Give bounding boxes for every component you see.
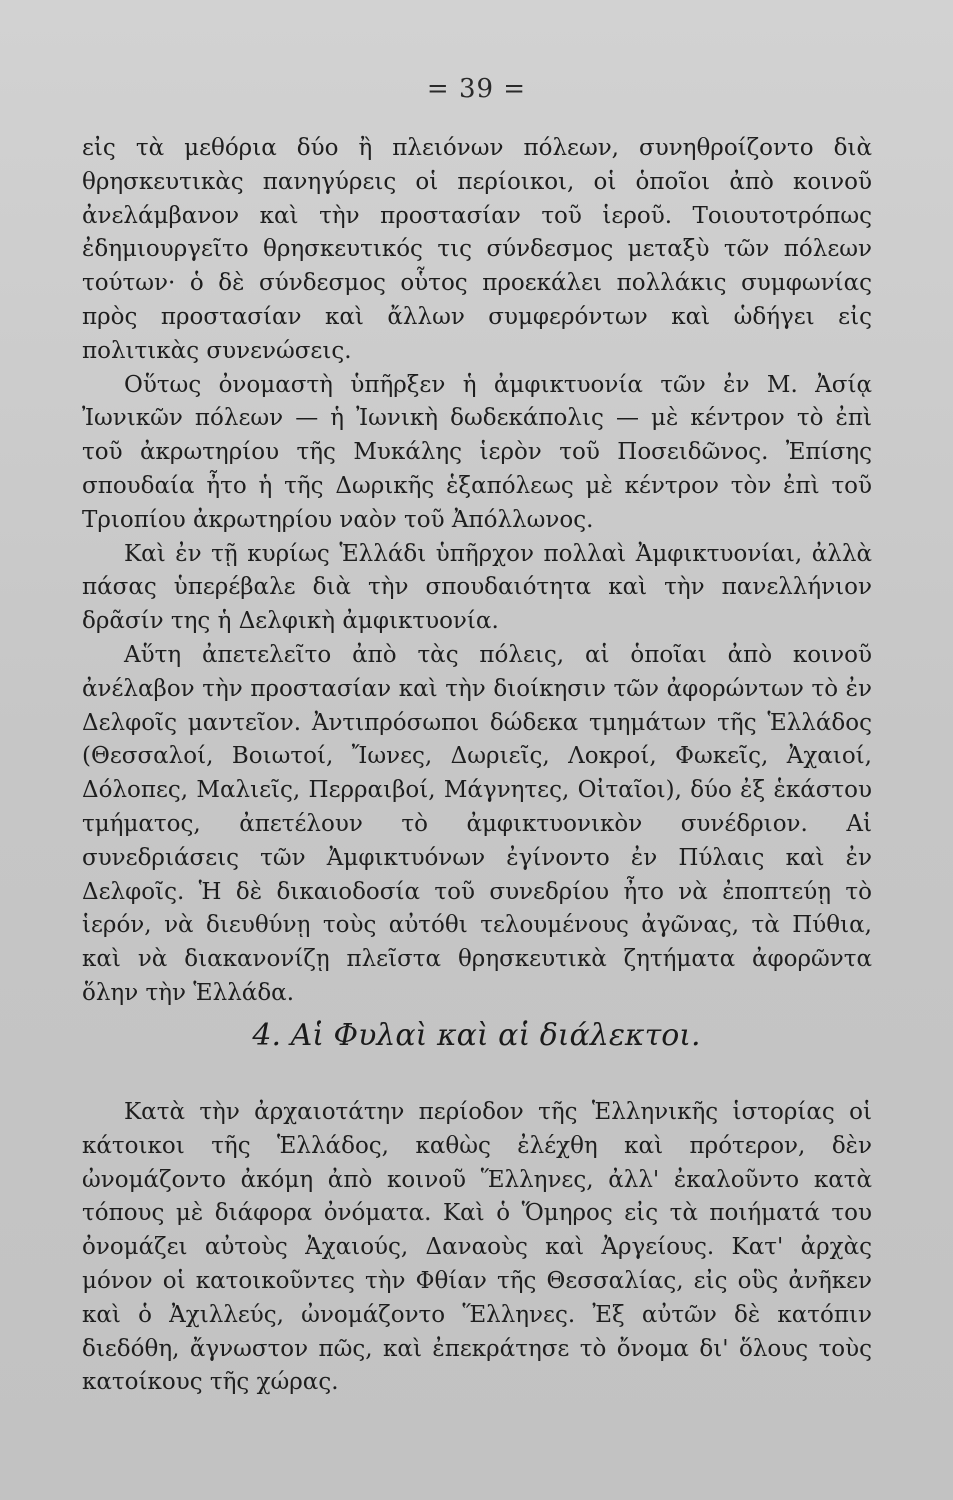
text-block-top (82, 132, 872, 1011)
paragraph: εἰς τὰ μεθόρια δύο ἢ πλειόνων πόλεων, συνηθροίζοντο διὰ θρησκευτικὰς πανηγύρεις οἱ περίοικοι, οἱ ὁποῖοι ἀπὸ κοινοῦ ἀνελάμβανον καὶ τὴν προστασίαν τοῦ ἱεροῦ. Τοιουτοτρόπως ἐδημιουργεῖτο θρησκευτικός τις σύνδεσμος μεταξὺ τῶν πόλεων τούτων· ὁ δὲ σύνδεσμος οὗτος προεκάλει πολλάκις συμφωνίας πρὸς προστασίαν καὶ ἄλλων συμφερόντων καὶ ὡδήγει εἰς πολιτικὰς συνενώσεις. (82, 135, 872, 364)
paragraph: Κατὰ τὴν ἀρχαιοτάτην περίοδον τῆς Ἑλληνικῆς ἱστορίας οἱ κάτοικοι τῆς Ἑλλάδος, καθὼς ἐλέχθη καὶ πρότερον, δὲν ὠνομάζοντο ἀκόμη ἀπὸ κοινοῦ Ἕλληνες, ἀλλ' ἐκαλοῦντο κατὰ τόπους μὲ διάφορα ὀνόματα. Καὶ ὁ Ὅμηρος εἰς τὰ ποιήματά του ὀνομάζει αὐτοὺς Ἀχαιούς, Δαναοὺς καὶ Ἀργείους. Κατ' ἀρχὰς μόνον οἱ κατοικοῦντες τὴν Φθίαν τῆς Θεσσαλίας, εἰς οὓς ἀνῆκεν καὶ ὁ Ἀχιλλεύς, ὠνομάζοντο Ἕλληνες. Ἐξ αὐτῶν δὲ κατόπιν διεδόθη, ἄγνωστον πῶς, καὶ ἐπεκράτησε τὸ ὄνομα δι' ὅλους τοὺς κατοίκους τῆς χώρας. (82, 1099, 872, 1396)
page-number: = 39 = (426, 74, 527, 104)
paragraph: Οὕτως ὀνομαστὴ ὑπῆρξεν ἡ ἀμφικτυονία τῶν ἐν Μ. Ἀσίᾳ Ἰωνικῶν πόλεων — ἡ Ἰωνικὴ δωδεκάπολις — μὲ κέντρον τὸ ἐπὶ τοῦ ἀκρωτηρίου τῆς Μυκάλης ἱερὸν τοῦ Ποσειδῶνος. Ἐπίσης σπουδαία ἦτο ἡ τῆς Δωρικῆς ἑξαπόλεως μὲ κέντρον τὸν ἐπὶ τοῦ Τριοπίου ἀκρωτηρίου ναὸν τοῦ Ἀπόλλωνος. (82, 371, 872, 533)
paragraph: Καὶ ἐν τῇ κυρίως Ἑλλάδι ὑπῆρχον πολλαὶ Ἀμφικτυονίαι, ἀλλὰ πάσας ὑπερέβαλε διὰ τὴν σπουδαιότητα καὶ τὴν πανελλήνιον δρᾶσίν της ἡ Δελφικὴ ἀμφικτυονία. (82, 540, 872, 635)
text-block-bottom (82, 1096, 872, 1400)
section-heading: 4. Αἱ Φυλαὶ καὶ αἱ διάλεκτοι. (252, 1018, 701, 1053)
paragraph: Αὕτη ἀπετελεῖτο ἀπὸ τὰς πόλεις, αἱ ὁποῖαι ἀπὸ κοινοῦ ἀνέλαβον τὴν προστασίαν καὶ τὴν διοίκησιν τῶν ἀφορώντων τὸ ἐν Δελφοῖς μαντεῖον. Ἀντιπρόσωποι δώδεκα τμημάτων τῆς Ἑλλάδος (Θεσσαλοί, Βοιωτοί, Ἴωνες, Δωριεῖς, Λοκροί, Φωκεῖς, Ἀχαιοί, Δόλοπες, Μαλιεῖς, Περραιβοί, Μάγνητες, Οἰταῖοι), δύο ἐξ ἑκάστου τμήματος, ἀπετέλουν τὸ ἀμφικτυονικὸν συνέδριον. Αἱ συνεδριάσεις τῶν Ἀμφικτυόνων ἐγίνοντο ἐν Πύλαις καὶ ἐν Δελφοῖς. Ἡ δὲ δικαιοδοσία τοῦ συνεδρίου ἦτο νὰ ἐποπτεύῃ τὸ ἱερόν, νὰ διευθύνῃ τοὺς αὐτόθι τελουμένους ἀγῶνας, τὰ Πύθια, καὶ νὰ διακανονίζῃ πλεῖστα θρησκευτικὰ ζητήματα ἀφορῶντα ὅλην τὴν Ἑλλάδα. (82, 641, 872, 1006)
